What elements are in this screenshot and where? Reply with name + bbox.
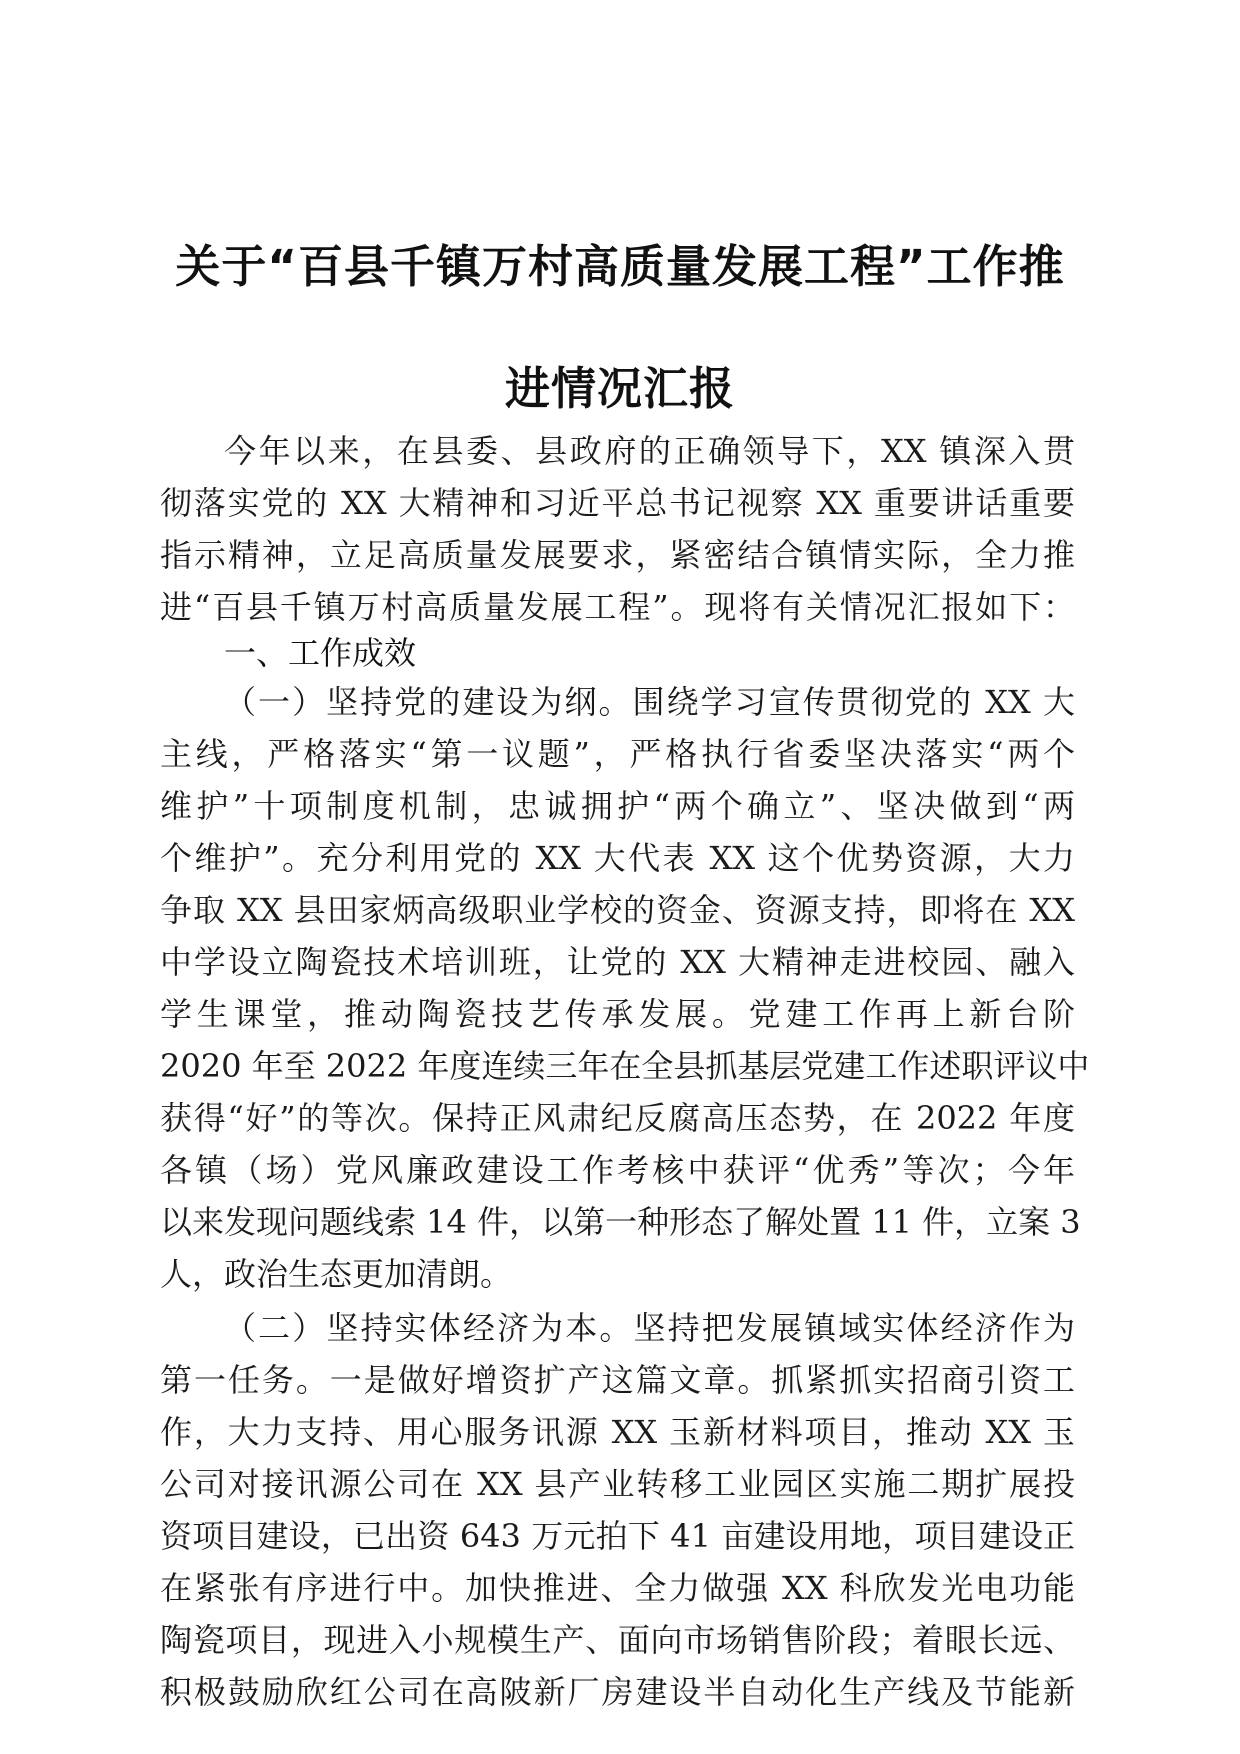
- paragraph-1-line: 主线，严格落实“第一议题”，严格执行省委坚决落实“两个: [160, 735, 1075, 773]
- intro-line: 进“百县千镇万村高质量发展工程”。现将有关情况汇报如下：: [160, 588, 1075, 626]
- paragraph-1-line: 维护”十项制度机制，忠诚拥护“两个确立”、坚决做到“两: [160, 787, 1075, 825]
- section-heading: 一、工作成效: [224, 634, 417, 672]
- paragraph-1-line: 各镇（场）党风廉政建设工作考核中获评“优秀”等次；今年: [160, 1151, 1075, 1189]
- paragraph-2-line: 积极鼓励欣红公司在高陂新厂房建设半自动化生产线及节能新: [160, 1673, 1075, 1711]
- paragraph-2-line: 第一任务。一是做好增资扩产这篇文章。抓紧抓实招商引资工: [160, 1361, 1075, 1399]
- paragraph-1-line: 学生课堂，推动陶瓷技艺传承发展。党建工作再上新台阶: [160, 995, 1075, 1033]
- document-title-line-2: 进情况汇报: [504, 362, 735, 415]
- paragraph-1-line: 中学设立陶瓷技术培训班，让党的 XX 大精神走进校园、融入: [160, 943, 1075, 981]
- paragraph-1-line: 个维护”。充分利用党的 XX 大代表 XX 这个优势资源，大力: [160, 839, 1075, 877]
- paragraph-2-line: （二）坚持实体经济为本。坚持把发展镇域实体经济作为: [224, 1309, 1075, 1347]
- paragraph-2-line: 资项目建设，已出资 643 万元拍下 41 亩建设用地，项目建设正: [160, 1517, 1075, 1555]
- paragraph-2-line: 陶瓷项目，现进入小规模生产、面向市场销售阶段；着眼长远、: [160, 1621, 1075, 1659]
- paragraph-2-line: 公司对接讯源公司在 XX 县产业转移工业园区实施二期扩展投: [160, 1465, 1075, 1503]
- intro-line: 指示精神，立足高质量发展要求，紧密结合镇情实际，全力推: [160, 536, 1075, 574]
- paragraph-1-line: 2020 年至 2022 年度连续三年在全县抓基层党建工作述职评议中: [160, 1047, 1090, 1085]
- paragraph-1-line: 争取 XX 县田家炳高级职业学校的资金、资源支持，即将在 XX: [160, 891, 1075, 929]
- paragraph-1-line: 以来发现问题线索 14 件，以第一种形态了解处置 11 件，立案 3: [160, 1203, 1081, 1241]
- paragraph-1-line: 获得“好”的等次。保持正风肃纪反腐高压态势，在 2022 年度: [160, 1099, 1075, 1137]
- paragraph-1-line: （一）坚持党的建设为纲。围绕学习宣传贯彻党的 XX 大: [224, 683, 1075, 721]
- intro-line: 今年以来，在县委、县政府的正确领导下，XX 镇深入贯: [224, 432, 1075, 470]
- paragraph-2-line: 作，大力支持、用心服务讯源 XX 玉新材料项目，推动 XX 玉: [160, 1413, 1075, 1451]
- intro-line: 彻落实党的 XX 大精神和习近平总书记视察 XX 重要讲话重要: [160, 484, 1075, 522]
- paragraph-2-line: 在紧张有序进行中。加快推进、全力做强 XX 科欣发光电功能: [160, 1569, 1075, 1607]
- document-title-line-1: 关于“百县千镇万村高质量发展工程”工作推: [175, 240, 1065, 293]
- paragraph-1-line: 人，政治生态更加清朗。: [160, 1255, 513, 1293]
